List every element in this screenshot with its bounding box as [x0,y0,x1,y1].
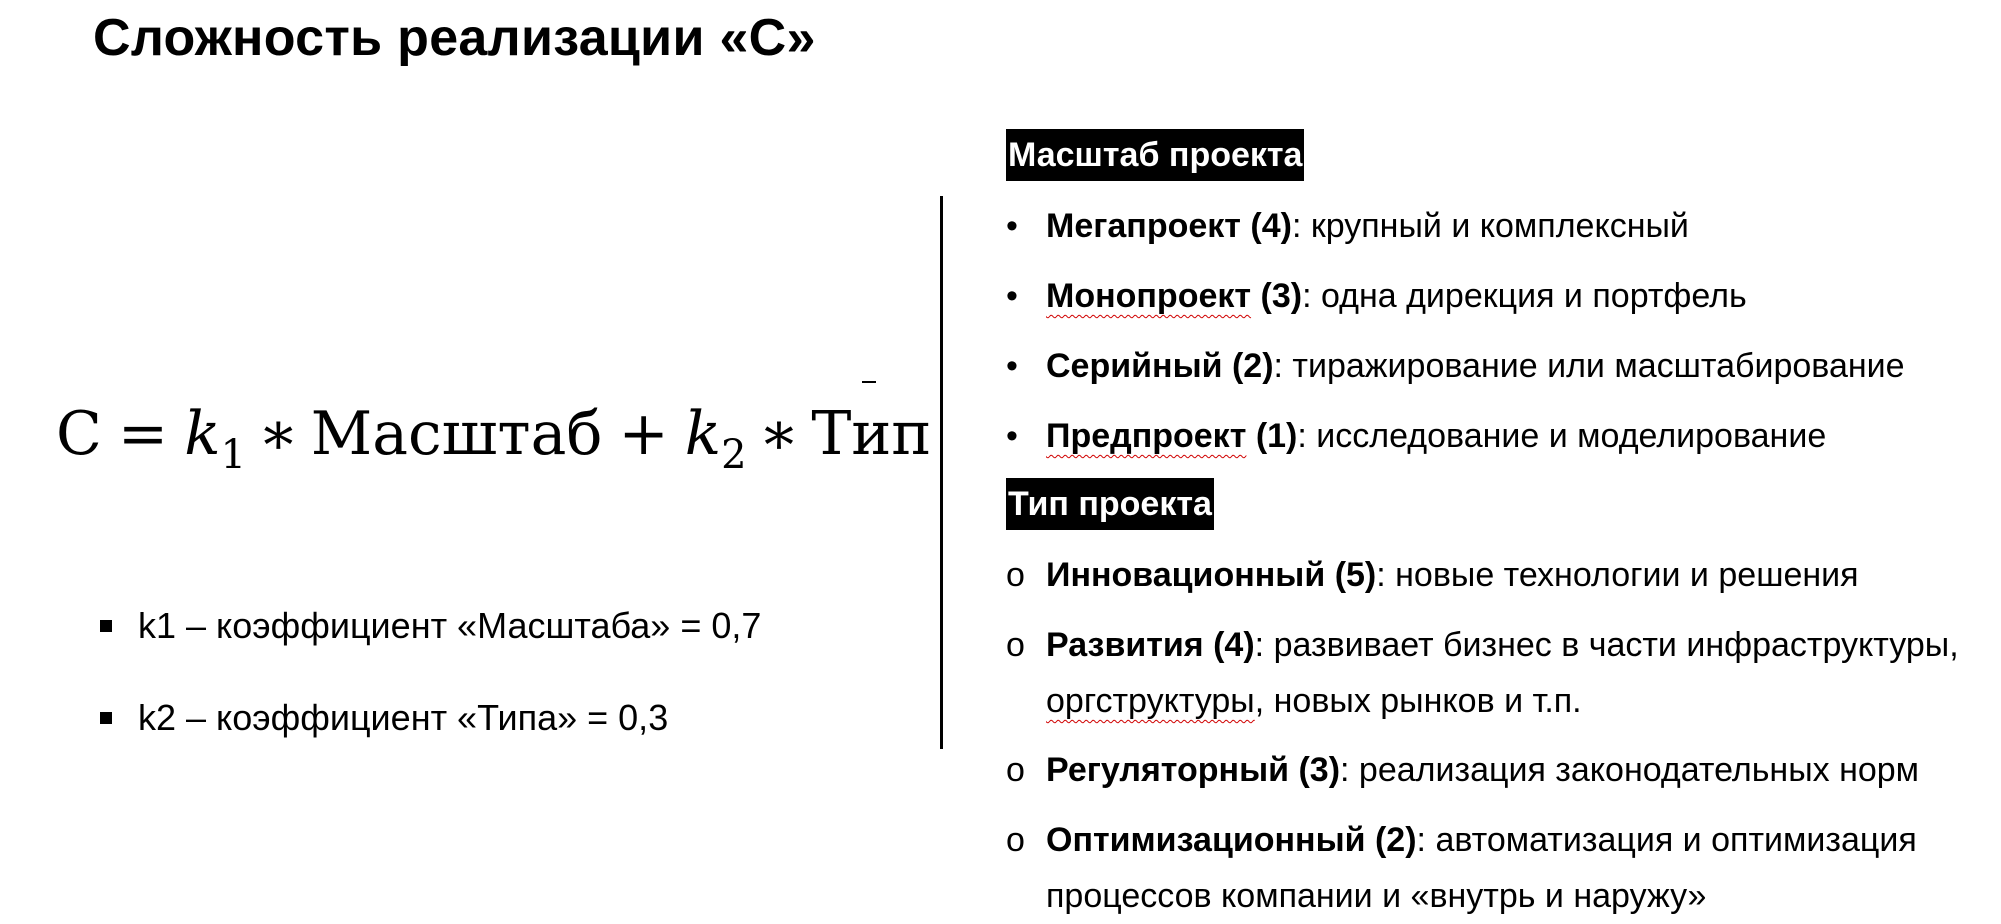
scale-item-name: Монопроект [1046,277,1252,315]
formula-term-type: Тип [811,399,932,469]
scale-item-preproject [1006,408,1827,464]
scale-item-score: (1) [1255,417,1298,455]
formula-overline-mark [862,381,876,383]
scale-section-heading: Масштаб проекта [1006,129,1304,181]
scale-item-name: Предпроект [1046,417,1247,455]
scale-item-name: Серийный [1046,347,1223,385]
vertical-divider [940,196,943,749]
type-item-desc: : автоматизация и оптимизация [1416,821,1917,859]
bullet-dot-icon: • [1006,417,1018,455]
formula-k1-index: 1 [220,432,247,478]
scale-item-mono [1006,268,1747,324]
coefficient-list [100,597,761,781]
formula-plus: + [618,399,669,469]
formula-times-2: ∗ [758,399,800,469]
formula-lhs: С [56,399,102,469]
bullet-circle-icon: o [1006,626,1025,664]
type-item-name: Развития [1046,626,1204,664]
formula-k2: k [684,399,722,469]
scale-item-desc: : одна дирекция и портфель [1302,277,1747,315]
formula-equals: = [117,399,169,469]
type-item-desc-continuation [1046,673,1959,729]
type-section-heading: Тип проекта [1006,478,1214,530]
type-item-score: (5) [1334,556,1377,594]
type-item-name: Инновационный [1046,556,1326,594]
type-item-name: Регуляторный [1046,751,1290,789]
type-item-score: (3) [1298,751,1341,789]
type-item-name: Оптимизационный [1046,821,1366,859]
type-item-desc-rest: , новых рынков и т.п. [1254,682,1582,720]
slide-title: Сложность реализации «С» [93,9,816,67]
formula-k2-index: 2 [721,432,747,478]
formula-times-1: ∗ [258,399,299,469]
scale-item-desc: : крупный и комплексный [1291,207,1689,245]
bullet-dot-icon: • [1006,207,1018,245]
type-item-desc: : новые технологии и решения [1376,556,1859,594]
formula [56,392,931,476]
formula-term-scale: Масштаб [310,399,603,469]
coefficient-item-k1: k1 – коэффициент «Масштаба» = 0,7 [100,597,761,689]
type-item-desc: : реализация законодательных норм [1340,751,1920,789]
formula-k1: k [184,399,221,469]
bullet-circle-icon: o [1006,751,1025,789]
type-item-desc: : развивает бизнес в части инфраструктуры, [1254,626,1959,664]
type-item-development [1006,617,1959,729]
scale-item-desc: : тиражирование или масштабирование [1273,347,1905,385]
scale-item-desc: : исследование и моделирование [1297,417,1827,455]
bullet-circle-icon: o [1006,556,1025,594]
type-item-desc-underlined: оргструктуры [1046,682,1255,720]
bullet-circle-icon: o [1006,821,1025,859]
scale-item-name: Мегапроект [1046,207,1241,245]
type-item-regulatory [1006,742,1920,798]
scale-item-serial [1006,338,1905,394]
bullet-dot-icon: • [1006,347,1018,385]
bullet-dot-icon: • [1006,277,1018,315]
scale-item-mega [1006,198,1689,254]
type-item-innovative [1006,547,1859,603]
scale-item-score: (4) [1250,207,1292,245]
type-item-score: (2) [1374,821,1417,859]
type-item-optimization [1006,812,1917,924]
coefficient-item-k2: k2 – коэффициент «Типа» = 0,3 [100,689,761,781]
scale-item-score: (3) [1260,277,1303,315]
type-item-score: (4) [1213,626,1255,664]
type-item-desc-continuation: процессов компании и «внутрь и наружу» [1046,877,1707,915]
scale-item-score: (2) [1231,347,1274,385]
